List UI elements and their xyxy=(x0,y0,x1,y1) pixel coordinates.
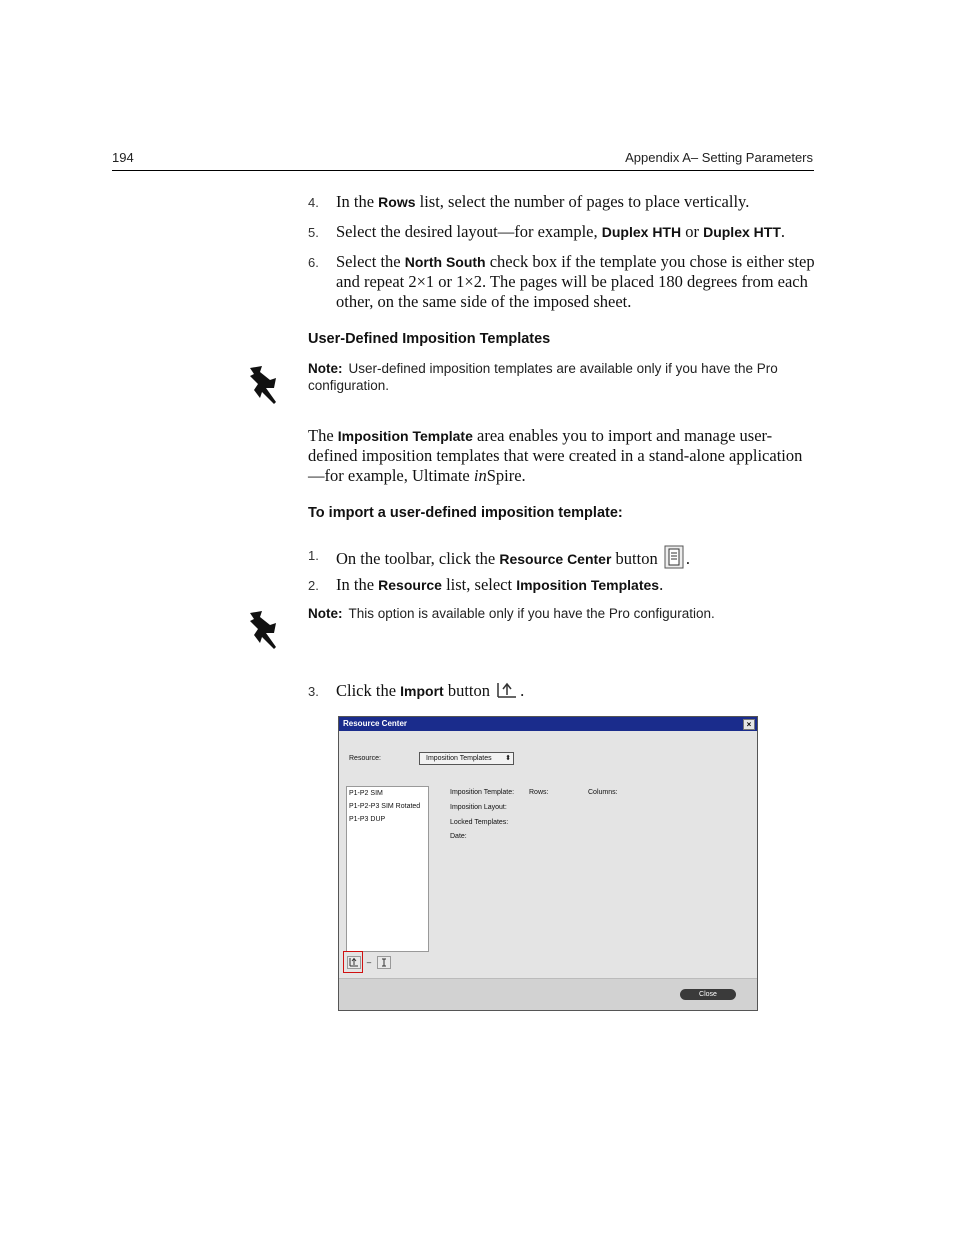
note-1 xyxy=(308,360,818,394)
step-5 xyxy=(308,222,818,242)
list-item[interactable]: P1-P2-P3 SIM Rotated xyxy=(349,803,421,810)
step-text: In the xyxy=(336,192,379,211)
step-text: check box if the template you chose is either step and repeat 2×1 or 1×2. The pages will be placed 180 degrees from each other, on the same side of the imposed sheet. xyxy=(336,252,815,311)
remove-button[interactable]: – xyxy=(366,958,372,967)
field-locked-templates: Locked Templates: xyxy=(450,819,509,826)
ui-term: Duplex HTH xyxy=(601,224,682,240)
note-2 xyxy=(308,605,818,622)
dialog-title: Resource Center xyxy=(343,719,408,728)
step-number: 2. xyxy=(308,578,319,593)
body-paragraph xyxy=(308,426,818,486)
step-6 xyxy=(308,252,818,312)
ui-term: Resource Center xyxy=(499,551,612,567)
import-highlight-box xyxy=(343,951,363,973)
step-number: 4. xyxy=(308,195,319,210)
step-text: . xyxy=(659,575,664,594)
note-label: Note: xyxy=(308,361,343,376)
ui-term: Imposition Template xyxy=(337,428,473,444)
step-text: Select the desired layout—for example, xyxy=(336,222,602,241)
step-number: 6. xyxy=(308,255,319,270)
ui-term: Imposition Templates xyxy=(516,577,660,593)
note-label: Note: xyxy=(308,606,343,621)
dialog-close-x-button[interactable]: × xyxy=(743,719,755,730)
para-text: The xyxy=(308,426,338,445)
select-arrows-icon: ⬍ xyxy=(505,755,511,762)
step-3 xyxy=(308,681,818,701)
template-list[interactable] xyxy=(346,786,429,952)
resource-center-dialog xyxy=(338,716,758,1011)
note-text: User-defined imposition templates are available only if you have the Pro configuration. xyxy=(308,361,778,393)
dialog-body xyxy=(339,731,757,979)
step-number: 3. xyxy=(308,684,319,699)
step-text: button xyxy=(611,549,658,568)
pushpin-note-icon xyxy=(240,362,286,408)
running-header: Appendix A– Setting Parameters xyxy=(625,150,813,165)
export-icon xyxy=(378,957,390,968)
close-button[interactable]: Close xyxy=(680,989,736,1000)
step-1 xyxy=(308,545,818,569)
step-4 xyxy=(308,192,818,212)
resource-select-value: Imposition Templates xyxy=(426,755,492,762)
pushpin-note-icon xyxy=(240,607,286,653)
resource-center-icon xyxy=(662,545,686,569)
ui-term: Duplex HTT xyxy=(703,224,781,240)
step-text: . xyxy=(520,681,525,700)
ui-term: Rows xyxy=(378,194,416,210)
step-text: In the xyxy=(336,575,379,594)
page-number: 194 xyxy=(112,150,134,165)
para-text: area enables you to import and manage user-defined imposition templates that were created in a stand-alone application—for example, Ultimate xyxy=(308,426,803,485)
ui-term: Import xyxy=(400,683,444,699)
step-2 xyxy=(308,575,818,595)
field-imposition-layout: Imposition Layout: xyxy=(450,804,507,811)
import-icon xyxy=(494,681,520,701)
dialog-title-bar xyxy=(339,717,757,731)
para-italic: in xyxy=(473,466,487,485)
field-imposition-template: Imposition Template: xyxy=(450,789,515,796)
resource-select[interactable] xyxy=(419,752,514,765)
resource-label: Resource: xyxy=(349,755,381,762)
step-text: . xyxy=(685,549,690,568)
step-text: Click the xyxy=(336,681,401,700)
ui-term: Resource xyxy=(378,577,442,593)
step-number: 1. xyxy=(308,548,319,563)
header-rule xyxy=(112,170,814,171)
section-heading: User-Defined Imposition Templates xyxy=(308,331,551,347)
step-text: . xyxy=(780,222,785,241)
note-text: This option is available only if you have the Pro configuration. xyxy=(348,606,715,621)
field-rows: Rows: xyxy=(529,789,549,796)
procedure-heading: To import a user-defined imposition template: xyxy=(308,505,623,521)
ui-term: North South xyxy=(404,254,486,270)
dialog-footer xyxy=(339,979,757,1010)
list-item[interactable]: P1-P2 SIM xyxy=(349,790,383,797)
para-text: Spire. xyxy=(486,466,526,485)
field-date: Date: xyxy=(450,833,467,840)
list-item[interactable]: P1-P3 DUP xyxy=(349,816,386,823)
step-text: list, select xyxy=(441,575,517,594)
step-text: On the toolbar, click the xyxy=(336,549,500,568)
step-text: or xyxy=(681,222,704,241)
step-text: list, select the number of pages to place vertically. xyxy=(415,192,750,211)
export-button[interactable] xyxy=(377,956,391,969)
step-text: Select the xyxy=(336,252,405,271)
step-number: 5. xyxy=(308,225,319,240)
step-text: button xyxy=(443,681,491,700)
field-columns: Columns: xyxy=(588,789,618,796)
